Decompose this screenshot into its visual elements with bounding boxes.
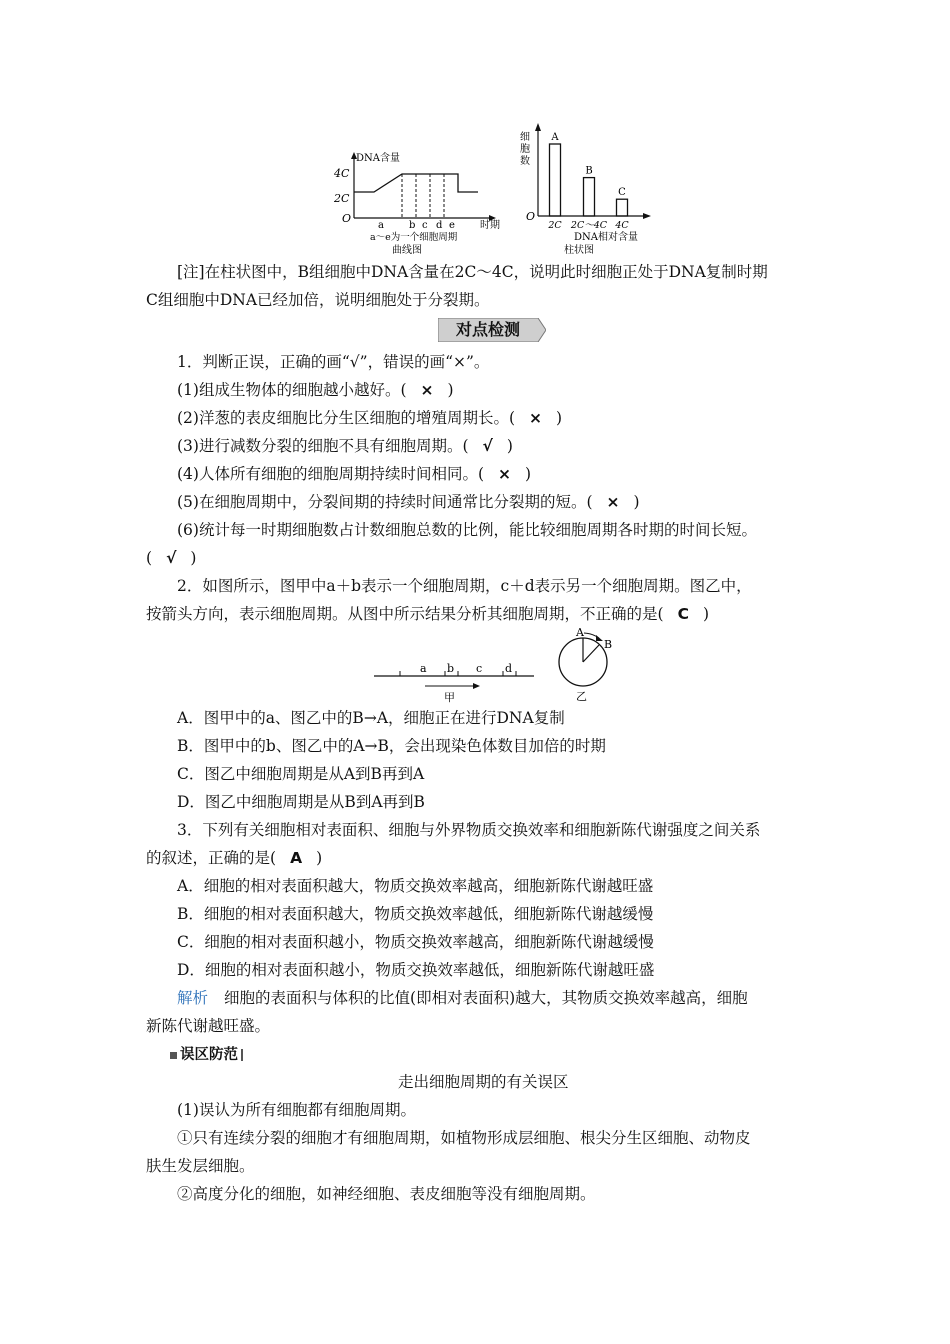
q2-line-1: 2．如图所示，图甲中a＋b表示一个细胞周期，c＋d表示另一个细胞周期。图乙中， [177,577,752,595]
q3-line-2 [146,844,322,872]
bar-c [617,199,628,216]
q1-item-4 [177,460,531,488]
q2-stem-text: 按箭头方向，表示细胞周期。从图中所示结果分析其细胞周期，不正确的是( [146,605,664,623]
misconception-p1: (1)误认为所有细胞都有细胞周期。 [177,1101,416,1119]
q2-option-b[interactable]: B．图甲中的b、图乙中的A→B，会出现染色体数目加倍的时期 [177,737,606,755]
bar-xtick-c: 4C [615,220,629,231]
misconception-p3: ②高度分化的细胞，如神经细胞、表皮细胞等没有细胞周期。 [177,1185,596,1203]
q1-item-6-line-1: (6)统计每一时期细胞数占计数细胞总数的比例，能比较细胞周期各时期的时间长短。 [177,521,757,539]
bar-label-a: A [551,132,559,143]
q2-option-c[interactable]: C．图乙中细胞周期是从A到B再到A [177,765,425,783]
bar-xtick-a: 2C [548,220,562,231]
q1-item-6-close: ) [190,549,197,567]
bar-xlabel: DNA相对含量 [574,232,638,243]
bar-y-arrow [535,123,541,131]
bar-x-arrow [643,213,651,219]
q1-item-close: ) [447,381,454,399]
curve-desc: a～e为一个细胞周期 [370,232,458,243]
curve-tick-e: e [449,220,455,231]
q1-item-close: ) [556,409,563,427]
q1-item-6-line-2 [146,544,196,572]
q1-item-text: (3)进行减数分裂的细胞不具有细胞周期。( [177,437,469,455]
q3-option-d[interactable]: D．细胞的相对表面积越小，物质交换效率越低，细胞新陈代谢越旺盛 [177,961,655,979]
analysis-text: 细胞的表面积与体积的比值(即相对表面积)越大，其物质交换效率越高，细胞 [224,989,748,1007]
q1-item-close: ) [525,465,532,483]
bar-a [550,144,561,216]
yi-label-b: B [604,638,613,651]
bar-ylabel-2: 胞 [520,144,530,155]
q1-item-6-open: ( [146,549,153,567]
yi-label-a: A [576,626,584,639]
q1-item-6-mark: √ [166,549,177,567]
q3-answer: A [290,849,303,867]
misconception-label: 误区防范 [180,1047,238,1063]
curve-y2: 2C [334,192,350,205]
q3-stem-text: 的叙述，正确的是( [146,849,277,867]
misconception-heading [170,1044,243,1066]
bar-origin: O [526,210,536,223]
q3-option-c[interactable]: C．细胞的相对表面积越小，物质交换效率越高，细胞新陈代谢越缓慢 [177,933,654,951]
q1-item-mark: √ [482,437,493,455]
banner-title: 对点检测 [455,320,520,339]
note-line-1: [注]在柱状图中，B组细胞中DNA含量在2C～4C，说明此时细胞正处于DNA复制时期 [177,263,768,281]
jia-arrow-head [473,683,480,689]
analysis-label: 解析 [177,989,209,1007]
q1-item-text: (5)在细胞周期中，分裂间期的持续时间通常比分裂期的短。( [177,493,593,511]
jia-label-d: d [505,662,513,675]
q2-close: ) [702,605,710,623]
q2-option-a[interactable]: A．图甲中的a、图乙中的B→A，细胞正在进行DNA复制 [177,709,565,727]
q1-item-5 [177,488,640,516]
jia-label-a: a [420,662,427,675]
curve-tick-c: c [422,220,428,231]
q1-item-text: (4)人体所有细胞的细胞周期持续时间相同。( [177,465,485,483]
analysis-line-2: 新陈代谢越旺盛。 [146,1017,271,1035]
misconception-p2-line-2: 肤生发层细胞。 [146,1157,255,1175]
curve-xlabel: 时期 [480,220,500,231]
cycle-figure [370,624,630,704]
heading-square-icon [170,1052,177,1059]
curve-origin: O [342,212,352,225]
curve-y4: 4C [334,167,350,180]
section-banner [438,318,546,342]
bar-ylabel-3: 数 [520,156,530,167]
misconception-p2-line-1: ①只有连续分裂的细胞才有细胞周期，如植物形成层细胞、根尖分生区细胞、动物皮 [177,1129,751,1147]
curve-ylabel: DNA含量 [356,153,400,164]
dna-curve-figure [330,140,510,256]
q1-item-close: ) [506,437,513,455]
q1-item-text: (2)洋葱的表皮细胞比分生区细胞的增殖周期长。( [177,409,516,427]
q1-item-2 [177,404,562,432]
yi-label: 乙 [576,690,587,703]
bar-ylabel-1: 细 [520,132,530,143]
jia-label: 甲 [444,691,455,704]
bar-xtick-b: 2C～4C [570,220,608,231]
q1-item-mark: × [529,409,543,427]
curve-tick-a: a [378,220,384,231]
misconception-title: 走出细胞周期的有关误区 [398,1073,569,1091]
curve-tick-d: d [436,220,443,231]
q1-stem: 1．判断正误，正确的画“√”，错误的画“×”。 [177,353,490,371]
bar-caption: 柱状图 [564,245,594,256]
jia-label-c: c [476,662,483,675]
q3-option-a[interactable]: A．细胞的相对表面积越大，物质交换效率越高，细胞新陈代谢越旺盛 [177,877,654,895]
q1-item-mark: × [420,381,434,399]
q3-option-b[interactable]: B．细胞的相对表面积越大，物质交换效率越低，细胞新陈代谢越缓慢 [177,905,654,923]
bar-label-c: C [618,187,626,199]
bar-label-b: B [585,165,593,177]
yi-arrow-head [596,635,603,641]
q3-line-1: 3．下列有关细胞相对表面积、细胞与外界物质交换效率和细胞新陈代谢强度之间关系 [177,821,761,839]
bar-b [584,178,595,216]
cell-count-bar-figure [512,118,662,258]
yi-radius-b [583,645,599,662]
q1-item-mark: × [498,465,512,483]
q1-item-1 [177,376,454,404]
q2-answer: C [677,605,689,623]
curve-caption: 曲线图 [392,245,422,256]
analysis-line-1 [177,984,748,1012]
note-line-2: C组细胞中DNA已经加倍，说明细胞处于分裂期。 [146,291,490,309]
q1-item-close: ) [633,493,640,511]
q3-close: ) [316,849,323,867]
q1-item-3 [177,432,513,460]
bars-group [547,132,629,231]
heading-bar-icon [241,1049,243,1061]
q1-item-text: (1)组成生物体的细胞越小越好。( [177,381,407,399]
curve-tick-b: b [409,220,416,231]
jia-label-b: b [447,662,455,675]
q2-option-d[interactable]: D．图乙中细胞周期是从B到A再到B [177,793,425,811]
q1-item-mark: × [606,493,620,511]
